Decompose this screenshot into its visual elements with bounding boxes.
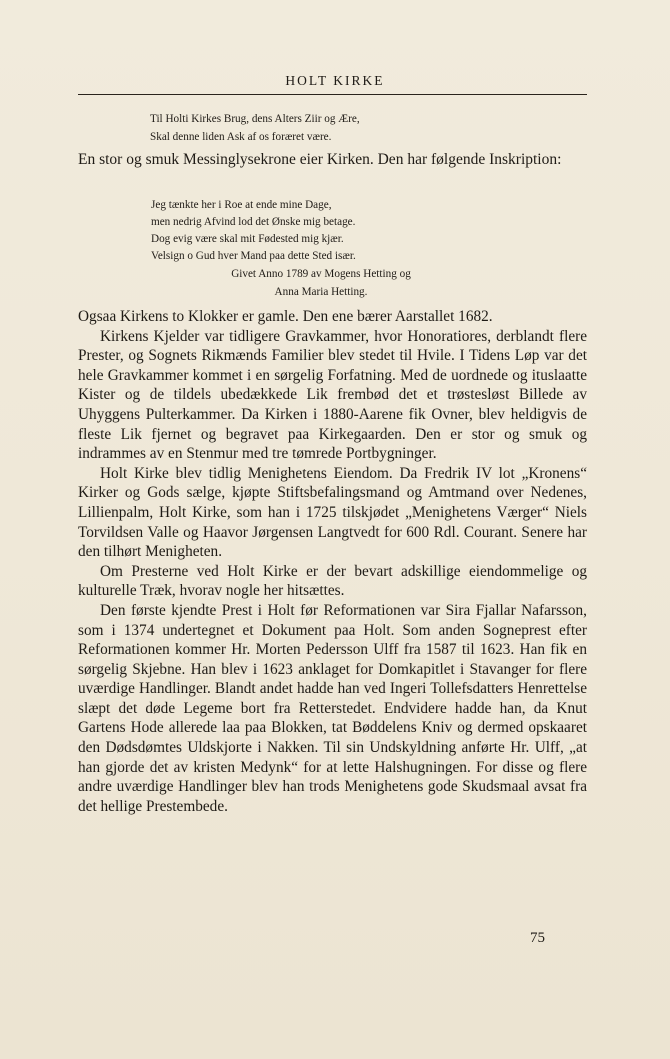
- body-text: [78, 307, 587, 816]
- inscription-line: men nedrig Afvind lod det Ønske mig betage.: [151, 216, 356, 228]
- inscription-given-line: Anna Maria Hetting.: [274, 286, 368, 298]
- paragraph: Ogsaa Kirkens to Klokker er gamle. Den ene bærer Aarstallet 1682.: [78, 308, 493, 325]
- inscription-line: Dog evig være skal mit Fødested mig kjær.: [151, 233, 344, 245]
- intro-paragraph: [78, 150, 587, 170]
- verse-line: Til Holti Kirkes Brug, dens Alters Ziir og Ære,: [150, 113, 360, 125]
- inscription-line: Velsign o Gud hver Mand paa dette Sted især.: [151, 250, 356, 262]
- paragraph: Kirkens Kjelder var tidligere Gravkammer, hvor Honoratiores, derblandt flere Prester, og Sognets Rikmænds Familier blev stedet til Hvile. I Tidens Løp var det hele Gravkammer kommet i en sørgelig Forfatning. Med de uordnede og ituslaatte Kister og de tildels ubedækkede Lik frembød det et trøstesløst Billede av Uhyggens Pulterkammer. Da Kirken i 1880-Aarene fik Ovner, blev heldigvis de fleste Lik fjernet og begravet paa Kirkegaarden. Den er stor og smuk og indrammes av en Stenmur med tre tømrede Portbygninger.: [78, 327, 587, 463]
- inscription-given-line: Givet Anno 1789 av Mogens Hetting og: [231, 268, 411, 280]
- chandelier-inscription: [151, 197, 491, 301]
- paragraph: Den første kjendte Prest i Holt før Reformationen var Sira Fjallar Nafarsson, som i 1374 undertegnet et Dokument paa Holt. Som anden Sogneprest efter Reformationen kommer Hr. Morten Pedersson Ulff fra 1587 til 1623. Han fik en sørgelig Skjebne. Han blev i 1623 anklaget for Domkapitlet i Stavanger for flere uværdige Handlinger. Blandt andet hadde han ved Ingeri Tollefsdatters Henrettelse slæpt det døde Legeme bort fra Retterstedet. Endvidere hadde han, da Knut Gartens Hode allerede laa paa Blokken, tat Bøddelens Kniv og dermed opskaaret den Dødsdømtes Uldskjorte i Nakken. Til sin Undskyldning anførte Hr. Ulff, „at han gjorde det av kristen Medynk“ for at lette Halshugningen. For disse og flere andre uværdige Handlinger blev han trods Menighetens gode Skudsmaal avsat fra det hellige Prestembede.: [78, 601, 587, 815]
- paragraph: En stor og smuk Messinglysekrone eier Kirken. Den har følgende Inskription:: [78, 151, 562, 168]
- paragraph: Om Presterne ved Holt Kirke er der bevart adskillige eiendommelige og kulturelle Træk, hvorav nogle her hitsættes.: [78, 562, 587, 600]
- page-number: 75: [530, 930, 545, 946]
- paragraph: Holt Kirke blev tidlig Menighetens Eiendom. Da Fredrik IV lot „Kronens“ Kirker og Gods sælge, kjøpte Stiftsbefalingsmand og Amtmand over Nedenes, Lillienpalm, Holt Kirke, som han i 1725 tilskjødet „Menighetens Værger“ Niels Torvildsen Valle og Haavor Jørgensen Langtvedt for 600 Rdl. Courant. Senere har den tilhørt Menigheten.: [78, 464, 587, 561]
- running-title: HOLT KIRKE: [285, 73, 385, 88]
- inscription-line: Jeg tænkte her i Roe at ende mine Dage,: [151, 199, 332, 211]
- header-rule: [78, 94, 587, 95]
- verse-line: Skal denne liden Ask af os foræret være.: [150, 131, 332, 143]
- dedication-verse: [150, 110, 510, 146]
